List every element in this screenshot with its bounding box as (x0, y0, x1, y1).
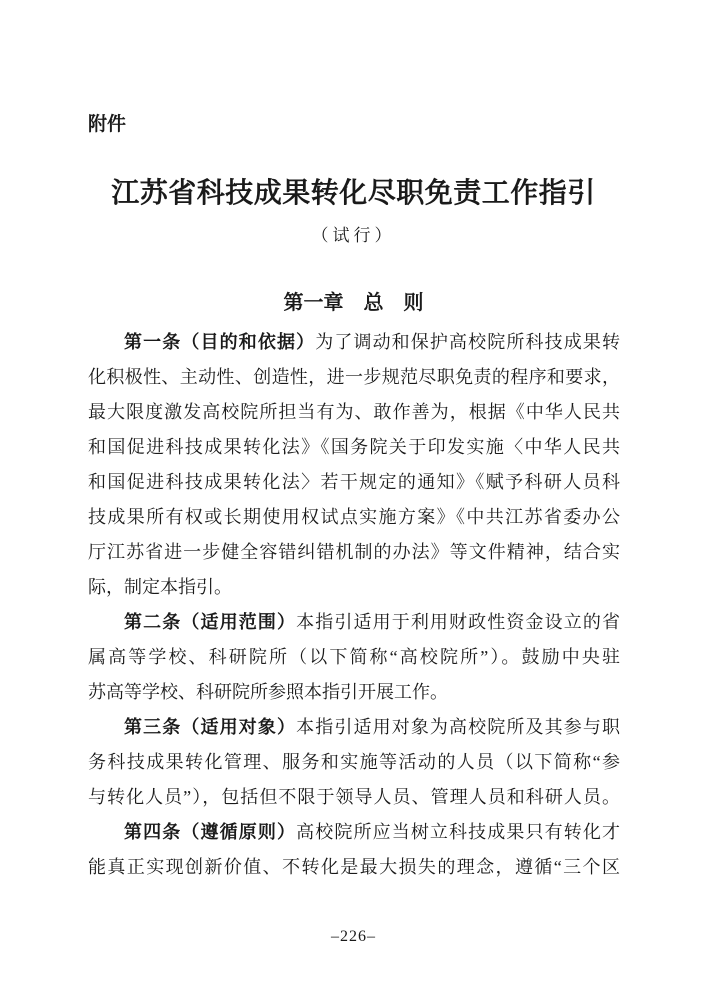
line-text: 与转化人员”），包括但不限于领导人员、管理人员和科研人员。 (88, 787, 620, 807)
document-body (88, 325, 620, 885)
line-text: 属高等学校、科研院所（以下简称“高校院所”）。鼓励中央驻 (88, 647, 620, 667)
body-line (88, 535, 620, 570)
body-line (88, 675, 620, 710)
line-text: 务科技成果转化管理、服务和实施等活动的人员（以下简称“参 (88, 752, 620, 772)
body-line (88, 640, 620, 675)
page-number: –226– (331, 928, 376, 945)
body-line (88, 465, 620, 500)
body-line (88, 850, 620, 885)
body-line (88, 325, 620, 360)
body-line (88, 360, 620, 395)
line-text: 苏高等学校、科研院所参照本指引开展工作。 (88, 682, 448, 702)
article-lead: 第二条（适用范围） (124, 612, 297, 632)
chapter-heading: 第一章 总 则 (283, 292, 424, 314)
body-line (88, 710, 620, 745)
line-text: 能真正实现创新价值、不转化是最大损失的理念，遵循“三个区 (88, 857, 620, 877)
line-text: 为了调动和保护高校院所科技成果转 (315, 332, 620, 352)
line-text: 高校院所应当树立科技成果只有转化才 (296, 822, 620, 842)
article-lead: 第一条（目的和依据） (124, 332, 316, 352)
body-line (88, 605, 620, 640)
body-line (88, 745, 620, 780)
line-text: 技成果所有权或长期使用权试点实施方案》《中共江苏省委办公 (88, 507, 620, 527)
line-text: 和国促进科技成果转化法》《国务院关于印发实施〈中华人民共 (88, 437, 620, 457)
line-text: 本指引适用于利用财政性资金设立的省 (296, 612, 620, 632)
line-text: 际，制定本指引。 (88, 577, 232, 597)
line-text: 本指引适用对象为高校院所及其参与职 (296, 717, 620, 737)
document-title: 江苏省科技成果转化尽职免责工作指引 (111, 178, 596, 209)
body-line (88, 430, 620, 465)
body-line (88, 500, 620, 535)
body-line (88, 570, 620, 605)
article-lead: 第四条（遵循原则） (124, 822, 297, 842)
article-lead: 第三条（适用对象） (124, 717, 297, 737)
body-line (88, 815, 620, 850)
document-subtitle: （试行） (311, 226, 396, 245)
line-text: 厅江苏省进一步健全容错纠错机制的办法》等文件精神，结合实 (88, 542, 620, 562)
body-line (88, 395, 620, 430)
body-line (88, 780, 620, 815)
line-text: 和国促进科技成果转化法〉若干规定的通知》《赋予科研人员科 (88, 472, 620, 492)
line-text: 最大限度激发高校院所担当有为、敢作善为，根据《中华人民共 (88, 402, 620, 422)
attachment-label: 附件 (88, 114, 127, 135)
line-text: 化积极性、主动性、创造性，进一步规范尽职免责的程序和要求， (88, 367, 620, 387)
